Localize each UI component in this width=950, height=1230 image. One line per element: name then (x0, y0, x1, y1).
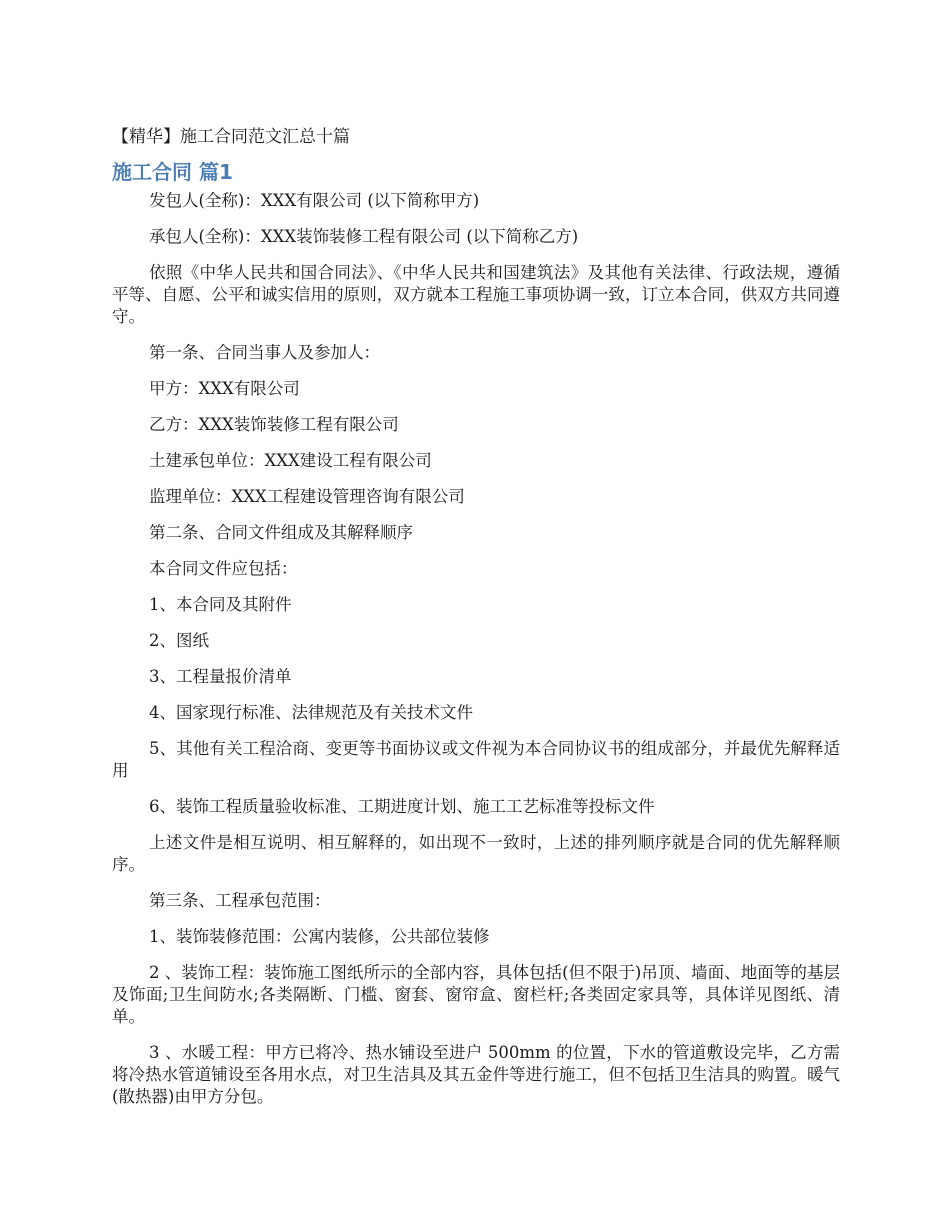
document-page (112, 124, 840, 1122)
paragraph-civil-contractor: 土建承包单位：XXX建设工程有限公司 (149, 451, 432, 470)
scope-item-2: 2 、装饰工程：装饰施工图纸所示的全部内容，具体包括(但不限于)吊顶、墙面、地面等的基层及饰面;卫生间防水;各类隔断、门槛、窗套、窗帘盒、窗栏杆;各类固定家具等，具体详见图纸、清单。 (112, 963, 840, 1026)
paragraph-article-3: 第三条、工程承包范围： (149, 891, 331, 910)
paragraph-article-1: 第一条、合同当事人及参加人： (149, 343, 380, 362)
list-item-1: 1、本合同及其附件 (149, 595, 292, 614)
paragraph-party-b: 乙方：XXX装饰装修工程有限公司 (149, 415, 399, 434)
list-item-3: 3、工程量报价清单 (149, 667, 292, 686)
section-heading: 施工合同 篇1 (112, 160, 233, 184)
paragraph-interpretation-order: 上述文件是相互说明、相互解释的，如出现不一致时，上述的排列顺序就是合同的优先解释顺序。 (112, 833, 840, 874)
scope-item-3: 3 、水暖工程：甲方已将冷、热水铺设至进户 500mm 的位置，下水的管道敷设完毕，乙方需将冷热水管道铺设至各用水点，对卫生洁具及其五金件等进行施工，但不包括卫生洁具的购置。暖气(散热器)由甲方分包。 (112, 1043, 840, 1106)
paragraph-party-a: 甲方：XXX有限公司 (149, 379, 300, 398)
paragraph-preamble: 依照《中华人民共和国合同法》、《中华人民共和国建筑法》及其他有关法律、行政法规，遵循平等、自愿、公平和诚实信用的原则，双方就本工程施工事项协调一致，订立本合同，供双方共同遵守。 (112, 263, 840, 326)
paragraph-contractor: 承包人(全称)：XXX装饰装修工程有限公司 (以下简称乙方) (149, 227, 579, 246)
scope-item-1: 1、装饰装修范围：公寓内装修，公共部位装修 (149, 927, 490, 946)
paragraph-employer: 发包人(全称)：XXX有限公司 (以下简称甲方) (149, 191, 480, 210)
paragraph-article-2: 第二条、合同文件组成及其解释顺序 (149, 523, 413, 542)
list-item-6: 6、装饰工程质量验收标准、工期进度计划、施工工艺标准等投标文件 (149, 797, 655, 816)
paragraph-supervisor: 监理单位：XXX工程建设管理咨询有限公司 (149, 487, 465, 506)
list-item-2: 2、图纸 (149, 631, 209, 650)
document-title: 【精华】施工合同范文汇总十篇 (112, 127, 350, 147)
list-item-4: 4、国家现行标准、法律规范及有关技术文件 (149, 703, 473, 722)
list-item-5: 5、其他有关工程洽商、变更等书面协议或文件视为本合同协议书的组成部分，并最优先解释适用 (112, 739, 840, 780)
paragraph-documents-include: 本合同文件应包括： (149, 559, 298, 578)
